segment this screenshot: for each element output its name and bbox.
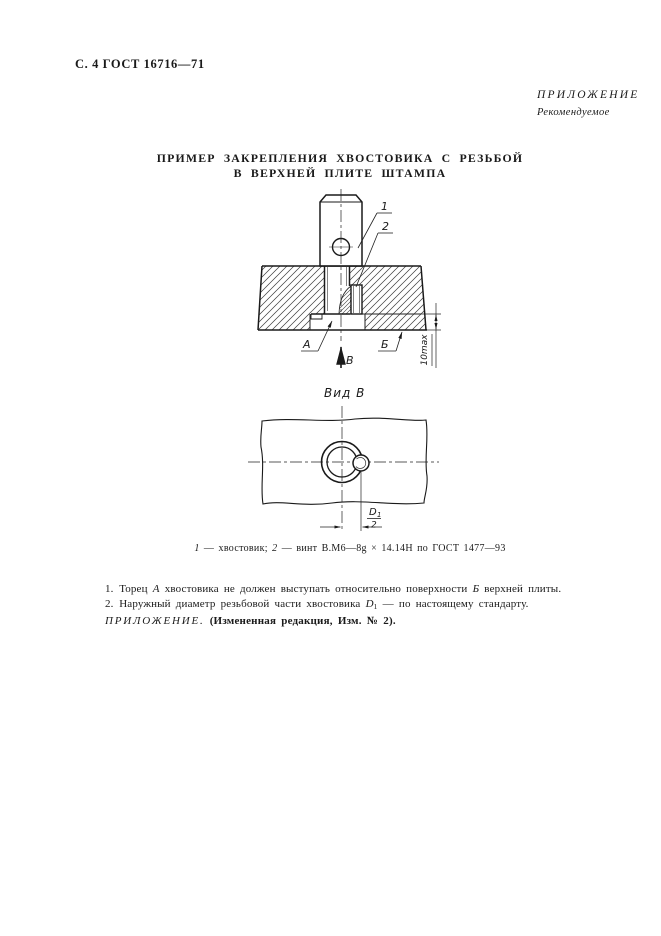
dim-denominator: 2 xyxy=(371,520,377,531)
notes-block xyxy=(105,582,563,629)
view-arrow-label: В xyxy=(346,354,354,367)
note-1-text: 1. Торец xyxy=(105,583,153,595)
view-direction-arrow xyxy=(341,347,354,368)
note-2 xyxy=(105,597,563,615)
view-b xyxy=(248,386,439,531)
note-1-text-2: хвостовика не должен выступать относительно поверхности xyxy=(159,583,473,595)
locking-screw xyxy=(351,285,362,314)
note-2-d: D xyxy=(365,597,374,610)
dim-d-letter: D xyxy=(369,507,377,518)
caption-text-2: — винт В.М6—8g × 14.14Н по ГОСТ 1477—93 xyxy=(277,543,506,554)
note-1 xyxy=(105,582,563,597)
section-view xyxy=(258,189,441,368)
view-b-title: Вид В xyxy=(324,386,366,400)
caption-text-1: — хвостовик; xyxy=(199,543,273,554)
note-2-text-2: — по настоящему стандарту. xyxy=(377,597,529,610)
surface-b-label: Б xyxy=(381,338,389,351)
document-title xyxy=(20,151,660,180)
figure-caption xyxy=(20,543,661,554)
view-b-plate-outline xyxy=(261,418,427,504)
note-amendment xyxy=(105,614,563,629)
caption-ref-1: 1 xyxy=(194,543,200,554)
annex-label: ПРИЛОЖЕНИЕ xyxy=(537,89,640,101)
dim-d-sub: 1 xyxy=(377,511,382,519)
surface-a-label: А xyxy=(303,338,311,351)
note-1-text-3: верхней плиты. xyxy=(479,583,562,595)
amendment-label: ПРИЛОЖЕНИЕ. xyxy=(105,615,205,628)
caption-ref-2: 2 xyxy=(272,543,278,554)
amendment-text: (Измененная редакция, Изм. № 2). xyxy=(204,615,396,628)
dim-10max-text: 10max xyxy=(420,334,430,366)
annex-subtitle: Рекомендуемое xyxy=(537,107,610,118)
note-2-d-sub: 1 xyxy=(373,601,378,611)
callout-2-label: 2 xyxy=(382,220,389,233)
title-line-2: В ВЕРХНЕЙ ПЛИТЕ ШТАМПА xyxy=(233,165,447,180)
note-1-surface-b: Б xyxy=(472,583,480,595)
title-line-1: ПРИМЕР ЗАКРЕПЛЕНИЯ ХВОСТОВИКА С РЕЗЬБОЙ xyxy=(156,151,524,165)
callout-1-label: 1 xyxy=(381,200,388,213)
note-2-text: 2. Наружный диаметр резьбовой части хвостовика xyxy=(105,597,366,610)
technical-drawing xyxy=(235,185,450,535)
surface-b-callout xyxy=(378,332,402,351)
note-1-surface-a: А xyxy=(152,583,160,595)
page-header: С. 4 ГОСТ 16716—71 xyxy=(75,57,205,71)
annex-block xyxy=(537,87,647,121)
